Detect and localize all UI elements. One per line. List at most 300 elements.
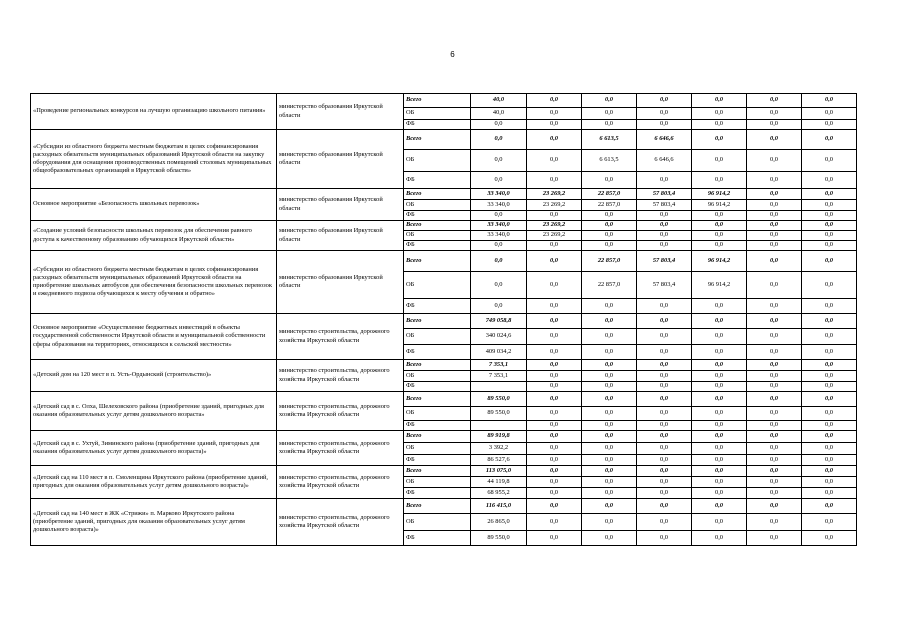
- responsible-executor: министерство строительства, дорожного хозяйства Иркутской области: [277, 466, 404, 499]
- amount-cell: 23 269,2: [527, 189, 582, 200]
- amount-cell: 89 550,0: [471, 407, 527, 421]
- amount-cell: 0,0: [747, 382, 802, 392]
- amount-cell: 0,0: [582, 299, 637, 314]
- amount-cell: 0,0: [747, 421, 802, 431]
- amount-cell: 0,0: [582, 488, 637, 499]
- funding-source: Всего: [404, 466, 471, 477]
- amount-cell: 0,0: [471, 299, 527, 314]
- amount-cell: 749 058,8: [471, 314, 527, 329]
- amount-cell: 22 857,0: [582, 251, 637, 272]
- amount-cell: 0,0: [692, 221, 747, 231]
- amount-cell: 0,0: [747, 221, 802, 231]
- amount-cell: 0,0: [527, 150, 582, 172]
- amount-cell: 6 613,5: [582, 150, 637, 172]
- amount-cell: 0,0: [527, 392, 582, 407]
- amount-cell: 0,0: [527, 299, 582, 314]
- activity-name: «Детский сад на 110 мест в п. Смоленщина Иркутского района (приобретение зданий, пригодных для оказания образовательных услуг детям дошкольного возраста)»: [31, 466, 277, 499]
- amount-cell: 0,0: [582, 443, 637, 455]
- budget-table-body: [31, 94, 857, 546]
- amount-cell: 0,0: [637, 455, 692, 466]
- amount-cell: 0,0: [802, 211, 857, 221]
- amount-cell: 0,0: [802, 382, 857, 392]
- amount-cell: 86 527,6: [471, 455, 527, 466]
- amount-cell: 0,0: [692, 499, 747, 514]
- amount-cell: 0,0: [747, 172, 802, 189]
- funding-source: ФБ: [404, 531, 471, 546]
- funding-source: Всего: [404, 499, 471, 514]
- amount-cell: 0,0: [637, 314, 692, 329]
- amount-cell: 0,0: [582, 477, 637, 488]
- amount-cell: 0,0: [802, 499, 857, 514]
- amount-cell: 0,0: [802, 108, 857, 120]
- amount-cell: 0,0: [747, 531, 802, 546]
- activity-name: «Создание условий безопасности школьных перевозок для обеспечения равного доступа к качественному образованию обучающихся Иркутской области»: [31, 221, 277, 251]
- amount-cell: 0,0: [802, 431, 857, 443]
- amount-cell: 0,0: [747, 189, 802, 200]
- amount-cell: 0,0: [637, 488, 692, 499]
- amount-cell: 89 550,0: [471, 531, 527, 546]
- amount-cell: 0,0: [637, 329, 692, 345]
- amount-cell: 44 119,8: [471, 477, 527, 488]
- activity-name: «Проведение региональных конкурсов на лучшую организацию школьного питания»: [31, 94, 277, 130]
- amount-cell: 0,0: [747, 431, 802, 443]
- amount-cell: 0,0: [527, 477, 582, 488]
- amount-cell: 0,0: [527, 241, 582, 251]
- responsible-executor: министерство образования Иркутской области: [277, 221, 404, 251]
- amount-cell: 0,0: [692, 531, 747, 546]
- amount-cell: 0,0: [802, 488, 857, 499]
- amount-cell: 0,0: [582, 360, 637, 371]
- amount-cell: 0,0: [802, 466, 857, 477]
- amount-cell: 116 415,0: [471, 499, 527, 514]
- amount-cell: 0,0: [582, 466, 637, 477]
- responsible-executor: министерство строительства, дорожного хозяйства Иркутской области: [277, 392, 404, 431]
- amount-cell: 0,0: [471, 251, 527, 272]
- amount-cell: 0,0: [527, 94, 582, 108]
- table-row: [31, 392, 857, 407]
- amount-cell: 6 646,6: [637, 130, 692, 150]
- amount-cell: 0,0: [637, 371, 692, 382]
- amount-cell: 0,0: [802, 477, 857, 488]
- amount-cell: 0,0: [802, 345, 857, 360]
- amount-cell: 0,0: [527, 514, 582, 531]
- amount-cell: 0,0: [692, 211, 747, 221]
- amount-cell: 33 340,0: [471, 200, 527, 211]
- amount-cell: 57 803,4: [637, 272, 692, 299]
- amount-cell: 0,0: [692, 360, 747, 371]
- amount-cell: 0,0: [692, 231, 747, 241]
- responsible-executor: министерство образования Иркутской области: [277, 130, 404, 189]
- amount-cell: 0,0: [527, 407, 582, 421]
- amount-cell: 0,0: [582, 514, 637, 531]
- amount-cell: 0,0: [692, 329, 747, 345]
- amount-cell: 0,0: [747, 360, 802, 371]
- amount-cell: 0,0: [692, 94, 747, 108]
- amount-cell: 0,0: [802, 241, 857, 251]
- responsible-executor: министерство строительства, дорожного хозяйства Иркутской области: [277, 360, 404, 392]
- funding-source: ФБ: [404, 421, 471, 431]
- amount-cell: 0,0: [802, 251, 857, 272]
- amount-cell: 0,0: [637, 299, 692, 314]
- amount-cell: 0,0: [747, 211, 802, 221]
- amount-cell: 0,0: [471, 172, 527, 189]
- amount-cell: 113 075,0: [471, 466, 527, 477]
- amount-cell: 0,0: [747, 514, 802, 531]
- amount-cell: 0,0: [637, 382, 692, 392]
- amount-cell: 0,0: [637, 421, 692, 431]
- amount-cell: 0,0: [637, 431, 692, 443]
- amount-cell: 0,0: [747, 314, 802, 329]
- activity-name: «Детский дом на 120 мест в п. Усть-Ордынский (строительство)»: [31, 360, 277, 392]
- amount-cell: 0,0: [692, 130, 747, 150]
- amount-cell: 0,0: [747, 120, 802, 130]
- amount-cell: 0,0: [747, 455, 802, 466]
- funding-source: ОБ: [404, 231, 471, 241]
- amount-cell: 0,0: [582, 455, 637, 466]
- amount-cell: 0,0: [692, 241, 747, 251]
- amount-cell: 0,0: [582, 382, 637, 392]
- responsible-executor: министерство образования Иркутской области: [277, 94, 404, 130]
- amount-cell: 0,0: [802, 421, 857, 431]
- amount-cell: 0,0: [637, 392, 692, 407]
- amount-cell: 0,0: [802, 231, 857, 241]
- amount-cell: 0,0: [692, 150, 747, 172]
- amount-cell: 0,0: [527, 531, 582, 546]
- amount-cell: 0,0: [582, 172, 637, 189]
- amount-cell: 0,0: [582, 120, 637, 130]
- funding-source: ФБ: [404, 120, 471, 130]
- amount-cell: 0,0: [747, 443, 802, 455]
- amount-cell: 0,0: [637, 108, 692, 120]
- amount-cell: 0,0: [637, 221, 692, 231]
- amount-cell: 0,0: [802, 371, 857, 382]
- amount-cell: 0,0: [582, 108, 637, 120]
- amount-cell: 0,0: [582, 94, 637, 108]
- amount-cell: 0,0: [692, 172, 747, 189]
- table-row: [31, 251, 857, 272]
- amount-cell: 0,0: [802, 514, 857, 531]
- amount-cell: 340 024,6: [471, 329, 527, 345]
- amount-cell: 0,0: [802, 407, 857, 421]
- amount-cell: 0,0: [802, 443, 857, 455]
- amount-cell: 0,0: [692, 108, 747, 120]
- amount-cell: 0,0: [471, 150, 527, 172]
- amount-cell: 0,0: [471, 211, 527, 221]
- amount-cell: 0,0: [582, 345, 637, 360]
- amount-cell: 0,0: [747, 251, 802, 272]
- funding-source: Всего: [404, 431, 471, 443]
- amount-cell: 0,0: [637, 531, 692, 546]
- amount-cell: 0,0: [527, 329, 582, 345]
- amount-cell: 0,0: [527, 443, 582, 455]
- funding-source: ФБ: [404, 488, 471, 499]
- activity-name: «Детский сад на 140 мест в ЖК «Стрижи» п. Марково Иркутского района (приобретение зданий, пригодных для оказания образовательных услуг детям дошкольного возраста)»: [31, 499, 277, 546]
- amount-cell: 0,0: [692, 421, 747, 431]
- amount-cell: 0,0: [471, 130, 527, 150]
- funding-source: ОБ: [404, 477, 471, 488]
- amount-cell: 0,0: [747, 407, 802, 421]
- amount-cell: 0,0: [637, 345, 692, 360]
- amount-cell: 0,0: [692, 371, 747, 382]
- amount-cell: 0,0: [527, 345, 582, 360]
- amount-cell: 0,0: [637, 466, 692, 477]
- amount-cell: 0,0: [527, 272, 582, 299]
- amount-cell: 22 857,0: [582, 200, 637, 211]
- amount-cell: 0,0: [747, 488, 802, 499]
- amount-cell: 0,0: [747, 272, 802, 299]
- amount-cell: 0,0: [802, 172, 857, 189]
- funding-source: ОБ: [404, 514, 471, 531]
- amount-cell: 96 914,2: [692, 272, 747, 299]
- amount-cell: 57 803,4: [637, 251, 692, 272]
- amount-cell: 0,0: [582, 221, 637, 231]
- amount-cell: 0,0: [692, 431, 747, 443]
- amount-cell: 3 392,2: [471, 443, 527, 455]
- funding-source: ФБ: [404, 455, 471, 466]
- amount-cell: 0,0: [747, 499, 802, 514]
- table-row: [31, 130, 857, 150]
- amount-cell: 0,0: [471, 241, 527, 251]
- funding-source: ОБ: [404, 108, 471, 120]
- amount-cell: 6 646,6: [637, 150, 692, 172]
- amount-cell: 0,0: [802, 130, 857, 150]
- activity-name: «Детский сад в с. Ухтуй, Зиминского района (приобретение зданий, пригодных для оказания образовательных услуг детям дошкольного возраста)»: [31, 431, 277, 466]
- amount-cell: 0,0: [582, 392, 637, 407]
- activity-name: Основное мероприятие «Осуществление бюджетных инвестиций в объекты государственной собственности Иркутской области и муниципальной собственности сферы образования на территориях, относящихся к сельской местности»: [31, 314, 277, 360]
- budget-table: [30, 93, 857, 546]
- amount-cell: 0,0: [747, 231, 802, 241]
- amount-cell: 22 857,0: [582, 272, 637, 299]
- funding-source: ФБ: [404, 172, 471, 189]
- amount-cell: 0,0: [747, 392, 802, 407]
- amount-cell: 0,0: [527, 172, 582, 189]
- amount-cell: 0,0: [527, 455, 582, 466]
- amount-cell: 0,0: [692, 345, 747, 360]
- activity-name: «Детский сад в с. Олха, Шелеховского района (приобретение зданий, пригодных для оказания образовательных услуг детям дошкольного возраста»: [31, 392, 277, 431]
- amount-cell: 0,0: [527, 499, 582, 514]
- amount-cell: 0,0: [471, 272, 527, 299]
- funding-source: ФБ: [404, 299, 471, 314]
- funding-source: ОБ: [404, 407, 471, 421]
- amount-cell: 22 857,0: [582, 189, 637, 200]
- amount-cell: 0,0: [747, 94, 802, 108]
- amount-cell: 0,0: [637, 120, 692, 130]
- amount-cell: 23 269,2: [527, 221, 582, 231]
- funding-source: ФБ: [404, 345, 471, 360]
- amount-cell: 0,0: [802, 120, 857, 130]
- amount-cell: 0,0: [637, 172, 692, 189]
- amount-cell: 0,0: [527, 360, 582, 371]
- amount-cell: [471, 421, 527, 431]
- amount-cell: 0,0: [692, 443, 747, 455]
- amount-cell: 26 865,0: [471, 514, 527, 531]
- table-row: [31, 94, 857, 108]
- amount-cell: 0,0: [747, 150, 802, 172]
- funding-source: Всего: [404, 314, 471, 329]
- table-row: [31, 431, 857, 443]
- amount-cell: 0,0: [692, 392, 747, 407]
- amount-cell: 96 914,2: [692, 189, 747, 200]
- amount-cell: 0,0: [747, 299, 802, 314]
- amount-cell: 0,0: [802, 455, 857, 466]
- amount-cell: 23 269,2: [527, 231, 582, 241]
- amount-cell: 0,0: [692, 314, 747, 329]
- amount-cell: 0,0: [747, 477, 802, 488]
- amount-cell: 0,0: [582, 421, 637, 431]
- amount-cell: 0,0: [637, 514, 692, 531]
- funding-source: ОБ: [404, 150, 471, 172]
- funding-source: ФБ: [404, 241, 471, 251]
- activity-name: Основное мероприятие «Безопасность школьных перевозок»: [31, 189, 277, 221]
- activity-name: «Субсидии из областного бюджета местным бюджетам в целях софинансирования расходных обязательств муниципальных образований Иркутской области на закупку оборудования для оснащения производственных помещений столовых муниципальных общеобразовательных организаций в Иркутской области»: [31, 130, 277, 189]
- amount-cell: 33 340,0: [471, 189, 527, 200]
- amount-cell: 0,0: [747, 329, 802, 345]
- funding-source: ОБ: [404, 329, 471, 345]
- amount-cell: 0,0: [582, 531, 637, 546]
- amount-cell: 0,0: [582, 431, 637, 443]
- amount-cell: 0,0: [802, 360, 857, 371]
- amount-cell: 6 613,5: [582, 130, 637, 150]
- responsible-executor: министерство образования Иркутской области: [277, 251, 404, 314]
- funding-source: ОБ: [404, 443, 471, 455]
- amount-cell: 0,0: [692, 299, 747, 314]
- amount-cell: 0,0: [802, 189, 857, 200]
- amount-cell: 0,0: [637, 94, 692, 108]
- amount-cell: 0,0: [802, 531, 857, 546]
- amount-cell: 57 803,4: [637, 189, 692, 200]
- amount-cell: 0,0: [527, 431, 582, 443]
- amount-cell: 40,0: [471, 108, 527, 120]
- amount-cell: 0,0: [527, 211, 582, 221]
- funding-source: Всего: [404, 130, 471, 150]
- amount-cell: 0,0: [802, 272, 857, 299]
- amount-cell: 0,0: [637, 211, 692, 221]
- amount-cell: 57 803,4: [637, 200, 692, 211]
- amount-cell: 409 034,2: [471, 345, 527, 360]
- funding-source: ФБ: [404, 211, 471, 221]
- table-row: [31, 314, 857, 329]
- amount-cell: 0,0: [802, 94, 857, 108]
- responsible-executor: министерство строительства, дорожного хозяйства Иркутской области: [277, 314, 404, 360]
- funding-source: Всего: [404, 251, 471, 272]
- amount-cell: 0,0: [802, 392, 857, 407]
- amount-cell: 0,0: [802, 329, 857, 345]
- funding-source: Всего: [404, 360, 471, 371]
- amount-cell: 0,0: [802, 299, 857, 314]
- activity-name: «Субсидии из областного бюджета местным бюджетам в целях софинансирования расходных обязательств муниципальных образований Иркутской области на приобретение школьных автобусов для обеспечения безопасности школьных перевозок и ежедневного подвоза обучающихся к месту обучения и обратно»: [31, 251, 277, 314]
- amount-cell: 0,0: [692, 455, 747, 466]
- amount-cell: 0,0: [747, 130, 802, 150]
- amount-cell: 0,0: [637, 360, 692, 371]
- table-row: [31, 499, 857, 514]
- amount-cell: 0,0: [582, 314, 637, 329]
- funding-source: ОБ: [404, 200, 471, 211]
- funding-source: ОБ: [404, 272, 471, 299]
- amount-cell: 33 340,0: [471, 221, 527, 231]
- amount-cell: 0,0: [527, 130, 582, 150]
- amount-cell: 0,0: [527, 466, 582, 477]
- amount-cell: 23 269,2: [527, 200, 582, 211]
- responsible-executor: министерство строительства, дорожного хозяйства Иркутской области: [277, 499, 404, 546]
- amount-cell: 0,0: [747, 241, 802, 251]
- amount-cell: 0,0: [802, 200, 857, 211]
- amount-cell: 0,0: [527, 421, 582, 431]
- funding-source: Всего: [404, 221, 471, 231]
- table-row: [31, 360, 857, 371]
- amount-cell: 0,0: [527, 371, 582, 382]
- amount-cell: 0,0: [582, 241, 637, 251]
- amount-cell: 0,0: [527, 314, 582, 329]
- amount-cell: 0,0: [527, 108, 582, 120]
- amount-cell: 0,0: [582, 231, 637, 241]
- funding-source: ФБ: [404, 382, 471, 392]
- amount-cell: 0,0: [802, 221, 857, 231]
- table-row: [31, 189, 857, 200]
- amount-cell: 0,0: [637, 499, 692, 514]
- amount-cell: 0,0: [471, 120, 527, 130]
- amount-cell: 0,0: [582, 329, 637, 345]
- amount-cell: 0,0: [747, 200, 802, 211]
- amount-cell: 40,0: [471, 94, 527, 108]
- amount-cell: 0,0: [582, 407, 637, 421]
- table-row: [31, 221, 857, 231]
- amount-cell: 89 550,0: [471, 392, 527, 407]
- amount-cell: 0,0: [747, 108, 802, 120]
- amount-cell: 0,0: [692, 407, 747, 421]
- amount-cell: [471, 382, 527, 392]
- table-row: [31, 466, 857, 477]
- amount-cell: 33 340,0: [471, 231, 527, 241]
- amount-cell: 0,0: [637, 477, 692, 488]
- amount-cell: 0,0: [692, 382, 747, 392]
- amount-cell: 0,0: [747, 371, 802, 382]
- amount-cell: 89 919,8: [471, 431, 527, 443]
- amount-cell: 0,0: [637, 407, 692, 421]
- amount-cell: 0,0: [527, 120, 582, 130]
- amount-cell: 0,0: [582, 211, 637, 221]
- amount-cell: 0,0: [692, 466, 747, 477]
- amount-cell: 0,0: [637, 443, 692, 455]
- amount-cell: 0,0: [527, 251, 582, 272]
- amount-cell: 96 914,2: [692, 251, 747, 272]
- amount-cell: 0,0: [582, 499, 637, 514]
- amount-cell: 0,0: [692, 477, 747, 488]
- amount-cell: 0,0: [802, 150, 857, 172]
- amount-cell: 0,0: [637, 241, 692, 251]
- responsible-executor: министерство строительства, дорожного хозяйства Иркутской области: [277, 431, 404, 466]
- amount-cell: 0,0: [692, 514, 747, 531]
- funding-source: Всего: [404, 392, 471, 407]
- amount-cell: 7 353,1: [471, 360, 527, 371]
- amount-cell: 0,0: [747, 466, 802, 477]
- amount-cell: 0,0: [692, 488, 747, 499]
- amount-cell: 0,0: [527, 382, 582, 392]
- amount-cell: 0,0: [802, 314, 857, 329]
- funding-source: Всего: [404, 94, 471, 108]
- amount-cell: 0,0: [692, 120, 747, 130]
- page-number: 6: [450, 50, 455, 59]
- amount-cell: 0,0: [747, 345, 802, 360]
- amount-cell: 7 353,1: [471, 371, 527, 382]
- amount-cell: 0,0: [582, 371, 637, 382]
- amount-cell: 96 914,2: [692, 200, 747, 211]
- amount-cell: 0,0: [527, 488, 582, 499]
- funding-source: Всего: [404, 189, 471, 200]
- responsible-executor: министерство образования Иркутской области: [277, 189, 404, 221]
- funding-source: ОБ: [404, 371, 471, 382]
- amount-cell: 0,0: [637, 231, 692, 241]
- amount-cell: 68 955,2: [471, 488, 527, 499]
